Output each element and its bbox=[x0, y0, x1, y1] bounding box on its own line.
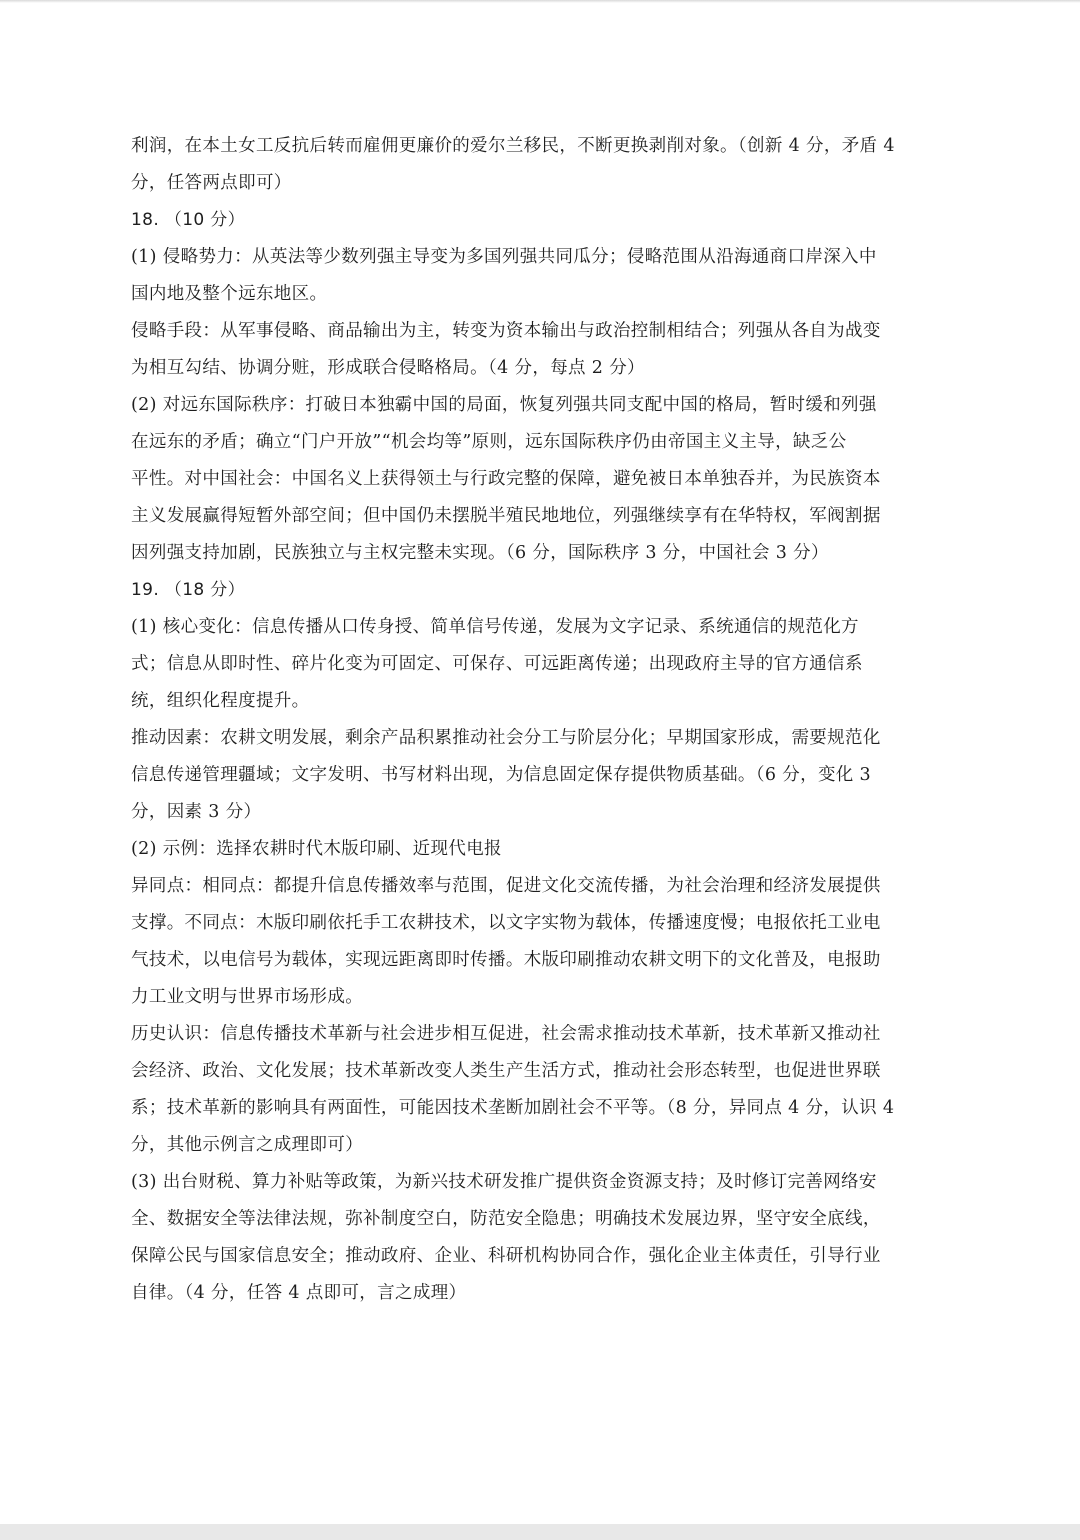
question-19-heading: 19. （18 分） bbox=[131, 580, 245, 600]
text-line: 保障公民与国家信息安全；推动政府、企业、科研机构协同合作，强化企业主体责任，引导行业 bbox=[131, 1246, 881, 1266]
text-line: (1) 侵略势力：从英法等少数列强主导变为多国列强共同瓜分；侵略范围从沿海通商口岸深入中 bbox=[131, 247, 877, 267]
answer-sheet-text bbox=[131, 128, 951, 1312]
text-line: (2) 示例：选择农耕时代木版印刷、近现代电报 bbox=[131, 839, 502, 859]
text-line: 自律。（4 分，任答 4 点即可，言之成理） bbox=[131, 1283, 467, 1303]
text-line: 平性。对中国社会：中国名义上获得领土与行政完整的保障，避免被日本单独吞并，为民族资本 bbox=[131, 469, 881, 489]
text-line: 因列强支持加剧，民族独立与主权完整未实现。（6 分，国际秩序 3 分，中国社会 3 分） bbox=[131, 543, 829, 563]
text-line: 分，任答两点即可） bbox=[131, 173, 292, 193]
text-line: 信息传递管理疆域；文字发明、书写材料出现，为信息固定保存提供物质基础。（6 分，变化 3 bbox=[131, 765, 872, 785]
text-line: 统，组织化程度提升。 bbox=[131, 691, 310, 711]
text-line: (2) 对远东国际秩序：打破日本独霸中国的局面，恢复列强共同支配中国的格局，暂时缓和列强 bbox=[131, 395, 877, 415]
text-line: 分，其他示例言之成理即可） bbox=[131, 1135, 364, 1155]
text-line: 利润，在本土女工反抗后转而雇佣更廉价的爱尔兰移民，不断更换剥削对象。（创新 4 分，矛盾 4 bbox=[131, 136, 895, 156]
text-line: 为相互勾结、协调分赃，形成联合侵略格局。（4 分，每点 2 分） bbox=[131, 358, 645, 378]
text-line: 力工业文明与世界市场形成。 bbox=[131, 987, 364, 1007]
text-line: 支撑。不同点：木版印刷依托手工农耕技术，以文字实物为载体，传播速度慢；电报依托工业电 bbox=[131, 913, 881, 933]
text-line: 主义发展赢得短暂外部空间；但中国仍未摆脱半殖民地地位，列强继续享有在华特权，军阀割据 bbox=[131, 506, 881, 526]
text-line: (3) 出台财税、算力补贴等政策，为新兴技术研发推广提供资金资源支持；及时修订完善网络安 bbox=[131, 1172, 877, 1192]
text-line: (1) 核心变化：信息传播从口传身授、简单信号传递，发展为文字记录、系统通信的规范化方 bbox=[131, 617, 859, 637]
text-line: 历史认识：信息传播技术革新与社会进步相互促进，社会需求推动技术革新，技术革新又推动社 bbox=[131, 1024, 881, 1044]
text-line: 在远东的矛盾；确立“门户开放”“机会均等”原则，远东国际秩序仍由帝国主义主导，缺乏公 bbox=[131, 432, 847, 452]
text-line: 会经济、政治、文化发展；技术革新改变人类生产生活方式，推动社会形态转型，也促进世界联 bbox=[131, 1061, 881, 1081]
text-line: 国内地及整个远东地区。 bbox=[131, 284, 328, 304]
text-line: 系；技术革新的影响具有两面性，可能因技术垄断加剧社会不平等。（8 分，异同点 4 分，认识 4 bbox=[131, 1098, 895, 1118]
text-line: 异同点：相同点：都提升信息传播效率与范围，促进文化交流传播，为社会治理和经济发展提供 bbox=[131, 876, 881, 896]
text-line: 式；信息从即时性、碎片化变为可固定、可保存、可远距离传递；出现政府主导的官方通信系 bbox=[131, 654, 863, 674]
text-line: 分，因素 3 分） bbox=[131, 802, 262, 822]
question-18-heading: 18. （10 分） bbox=[131, 210, 245, 230]
page-bottom-edge bbox=[0, 1524, 1080, 1540]
text-line: 全、数据安全等法律法规，弥补制度空白，防范安全隐患；明确技术发展边界，坚守安全底线， bbox=[131, 1209, 881, 1229]
page-top-edge bbox=[0, 0, 1080, 3]
text-line: 推动因素：农耕文明发展，剩余产品积累推动社会分工与阶层分化；早期国家形成，需要规范化 bbox=[131, 728, 881, 748]
text-line: 侵略手段：从军事侵略、商品输出为主，转变为资本输出与政治控制相结合；列强从各自为战变 bbox=[131, 321, 881, 341]
text-line: 气技术，以电信号为载体，实现远距离即时传播。木版印刷推动农耕文明下的文化普及，电报助 bbox=[131, 950, 881, 970]
